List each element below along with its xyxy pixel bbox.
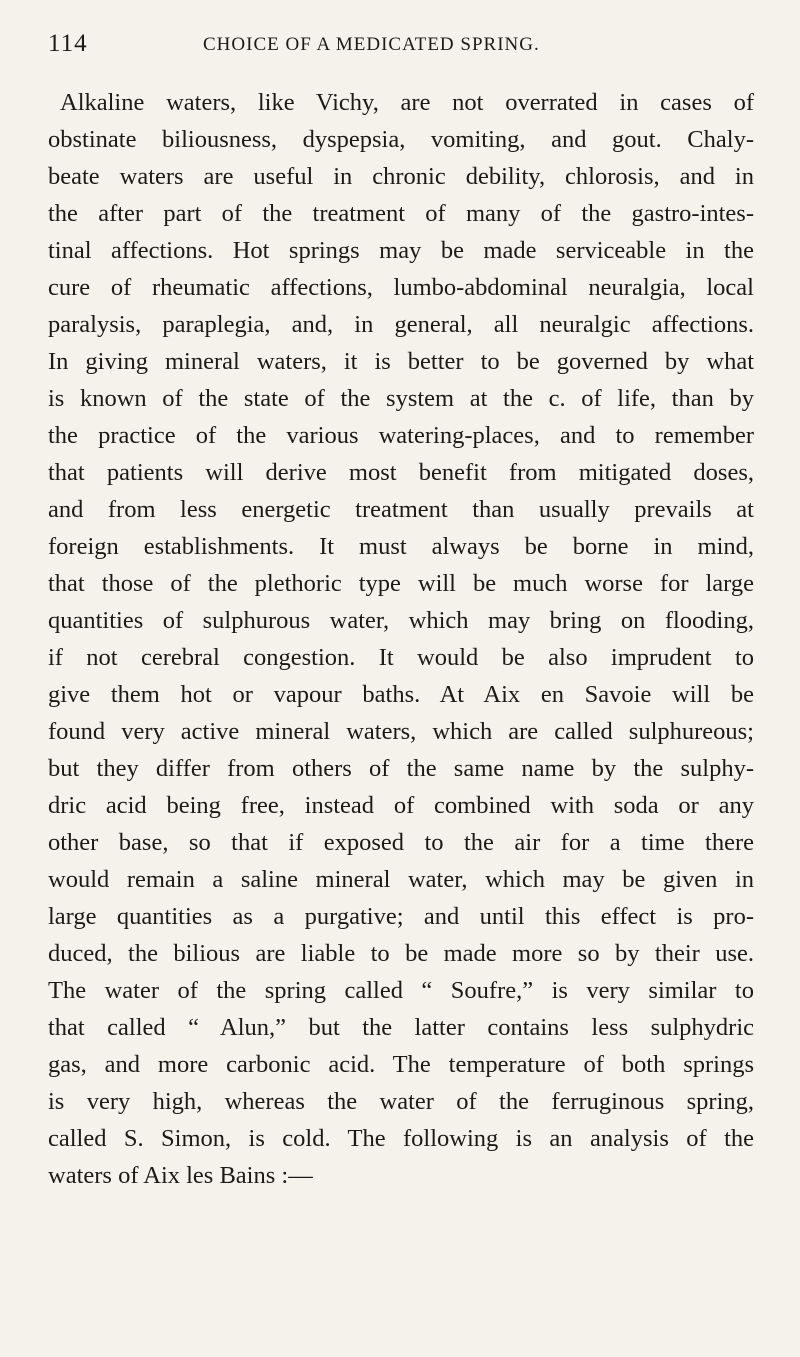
text-line: beate waters are useful in chronic debility, chlorosis, and in: [48, 163, 754, 190]
running-head: CHOICE OF A MEDICATED SPRING.: [203, 34, 540, 55]
text-line: is very high, whereas the water of the ferruginous spring,: [48, 1088, 754, 1115]
text-line: that patients will derive most benefit from mitigated doses,: [48, 459, 754, 486]
text-line: if not cerebral congestion. It would be also imprudent to: [48, 644, 754, 671]
text-line: other base, so that if exposed to the air for a time there: [48, 829, 754, 856]
text-line: cure of rheumatic affections, lumbo-abdominal neuralgia, local: [48, 274, 754, 301]
body-text: [48, 84, 754, 1194]
text-line: called S. Simon, is cold. The following is an analysis of the: [48, 1125, 754, 1152]
text-line: obstinate biliousness, dyspepsia, vomiting, and gout. Chaly-: [48, 126, 754, 153]
text-line: the practice of the various watering-places, and to remember: [48, 422, 754, 449]
text-line: dric acid being free, instead of combined with soda or any: [48, 792, 754, 819]
text-line: Alkaline waters, like Vichy, are not overrated in cases of: [60, 89, 754, 116]
page-number: 114: [48, 30, 88, 57]
text-line: found very active mineral waters, which are called sulphureous;: [48, 718, 754, 745]
text-line: The water of the spring called “ Soufre,” is very similar to: [48, 977, 754, 1004]
text-line: and from less energetic treatment than usually prevails at: [48, 496, 754, 523]
text-line: but they differ from others of the same name by the sulphy-: [48, 755, 754, 782]
text-line: large quantities as a purgative; and until this effect is pro-: [48, 903, 754, 930]
text-line: In giving mineral waters, it is better to be governed by what: [48, 348, 754, 375]
text-line: would remain a saline mineral water, which may be given in: [48, 866, 754, 893]
text-line: foreign establishments. It must always be borne in mind,: [48, 533, 754, 560]
text-line: give them hot or vapour baths. At Aix en Savoie will be: [48, 681, 754, 708]
text-line: gas, and more carbonic acid. The temperature of both springs: [48, 1051, 754, 1078]
text-line: quantities of sulphurous water, which may bring on flooding,: [48, 607, 754, 634]
text-line: duced, the bilious are liable to be made more so by their use.: [48, 940, 754, 967]
text-line: that called “ Alun,” but the latter contains less sulphydric: [48, 1014, 754, 1041]
text-line: paralysis, paraplegia, and, in general, all neuralgic affections.: [48, 311, 754, 338]
page-header: [48, 30, 758, 64]
text-line: is known of the state of the system at the c. of life, than by: [48, 385, 754, 412]
text-line: waters of Aix les Bains :—: [48, 1162, 313, 1189]
text-line: the after part of the treatment of many of the gastro-intes-: [48, 200, 754, 227]
text-line: tinal affections. Hot springs may be made serviceable in the: [48, 237, 754, 264]
text-line: that those of the plethoric type will be much worse for large: [48, 570, 754, 597]
